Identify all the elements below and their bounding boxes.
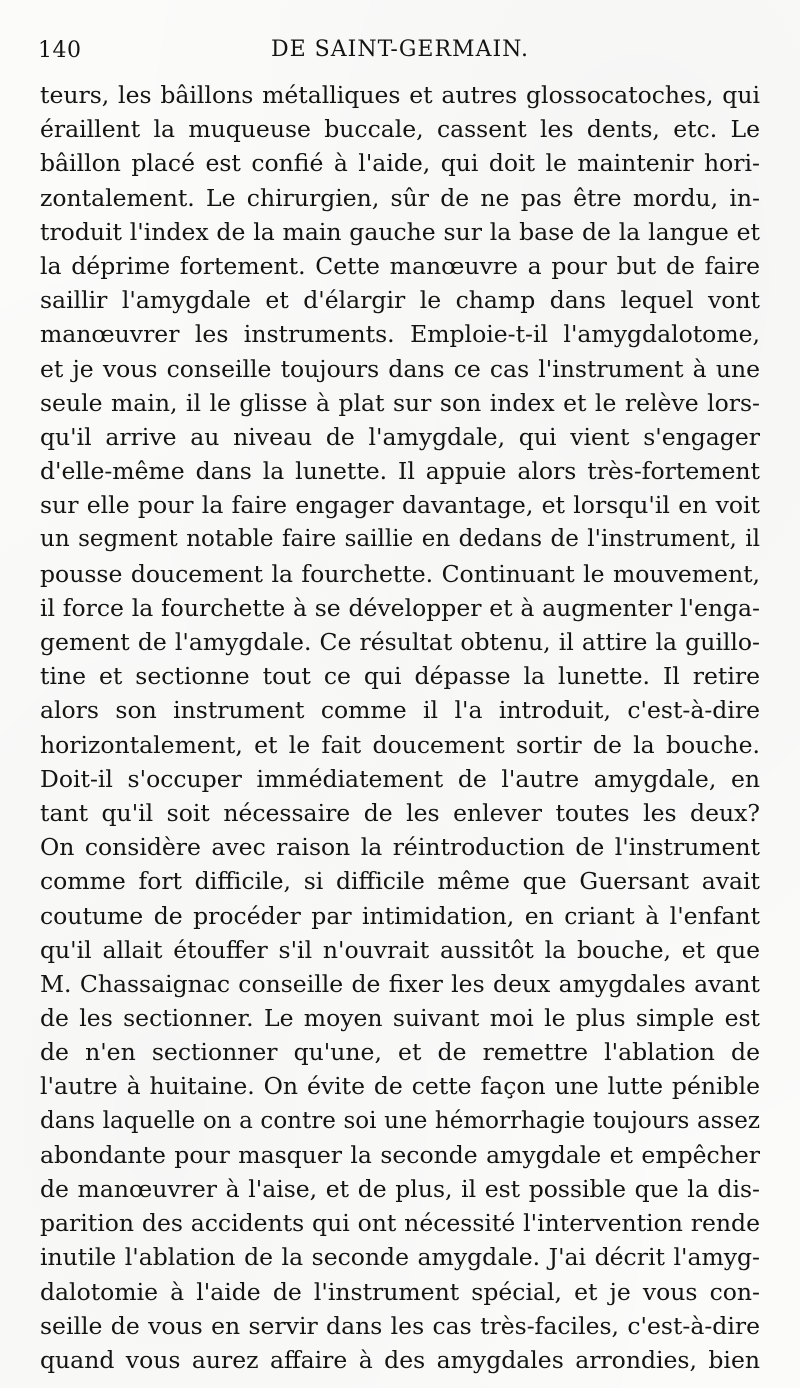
text-line: de manœuvrer à l'aise, et de plus, il est possible que la dis- xyxy=(40,1175,760,1203)
text-line: comme fort difficile, si difficile même que Guersant avait xyxy=(40,867,760,896)
text-line: pousse doucement la fourchette. Continuant le mouvement, xyxy=(40,559,760,588)
page-number: 140 xyxy=(38,38,82,63)
text-line: seille de vous en servir dans les cas très-faciles, c'est-à-dire xyxy=(40,1311,760,1340)
text-line: bâillon placé est confié à l'aide, qui doit le maintenir hori- xyxy=(40,149,760,178)
text-line: teurs, les bâillons métalliques et autres glossocatoches, qui xyxy=(40,81,760,109)
text-line: quand vous aurez affaire à des amygdales arrondies, bien xyxy=(40,1345,760,1374)
text-line: Doit-il s'occuper immédiatement de l'autre amygdale, en xyxy=(40,764,760,793)
text-line: et je vous conseille toujours dans ce cas l'instrument à une xyxy=(40,354,760,383)
text-line: coutume de procéder par intimidation, en criant à l'enfant xyxy=(40,901,760,930)
text-line: éraillent la muqueuse buccale, cassent les dents, etc. Le xyxy=(40,115,760,144)
text-line: saillir l'amygdale et d'élargir le champ dans lequel vont xyxy=(40,286,760,315)
text-line: sur elle pour la faire engager davantage, et lorsqu'il en voit xyxy=(40,491,760,520)
text-line: de les sectionner. Le moyen suivant moi le plus simple est xyxy=(40,1004,760,1033)
running-title: DE SAINT-GERMAIN. xyxy=(270,37,529,62)
text-line: abondante pour masquer la seconde amygdale et empêcher xyxy=(40,1140,760,1169)
text-line: tine et sectionne tout ce qui dépasse la lunette. Il retire xyxy=(40,662,760,691)
text-line: un segment notable faire saillie en dedans de l'instrument, il xyxy=(40,526,760,553)
text-line: de n'en sectionner qu'une, et de remettre l'ablation de xyxy=(40,1038,760,1067)
text-line: gement de l'amygdale. Ce résultat obtenu, il attire la guillo- xyxy=(40,628,760,656)
text-line: On considère avec raison la réintroduction de l'instrument xyxy=(40,833,760,862)
text-line: parition des accidents qui ont nécessité l'intervention rende xyxy=(40,1209,760,1238)
text-line: horizontalement, et le fait doucement sortir de la bouche. xyxy=(40,730,760,759)
text-line: manœuvrer les instruments. Emploie-t-il l'amygdalotome, xyxy=(40,320,760,349)
text-line: qu'il arrive au niveau de l'amygdale, qui vient s'engager xyxy=(40,422,760,451)
text-line: d'elle-même dans la lunette. Il appuie alors très-fortement xyxy=(40,457,760,486)
text-line: inutile l'ablation de la seconde amygdale. J'ai décrit l'amyg- xyxy=(40,1243,760,1272)
text-line: l'autre à huitaine. On évite de cette façon une lutte pénible xyxy=(40,1072,760,1101)
text-line: tant qu'il soit nécessaire de les enlever toutes les deux? xyxy=(40,798,760,827)
text-line: zontalement. Le chirurgien, sûr de ne pas être mordu, in- xyxy=(40,183,760,212)
text-line: qu'il allait étouffer s'il n'ouvrait aussitôt la bouche, et que xyxy=(40,935,760,964)
text-line: alors son instrument comme il l'a introduit, c'est-à-dire xyxy=(40,696,760,725)
text-line: troduit l'index de la main gauche sur la base de la langue et xyxy=(40,217,760,246)
text-line: dans laquelle on a contre soi une hémorrhagie toujours assez xyxy=(40,1107,760,1134)
text-line: seule main, il le glisse à plat sur son index et le relève lors- xyxy=(40,388,760,417)
text-line: il force la fourchette à se développer et à augmenter l'enga- xyxy=(40,593,760,622)
text-line: la déprime fortement. Cette manœuvre a pour but de faire xyxy=(40,251,760,280)
text-line: dalotomie à l'aide de l'instrument spécial, et je vous con- xyxy=(40,1277,760,1306)
body-paragraph xyxy=(40,78,760,1377)
text-line: M. Chassaignac conseille de fixer les deux amygdales avant xyxy=(40,969,760,998)
